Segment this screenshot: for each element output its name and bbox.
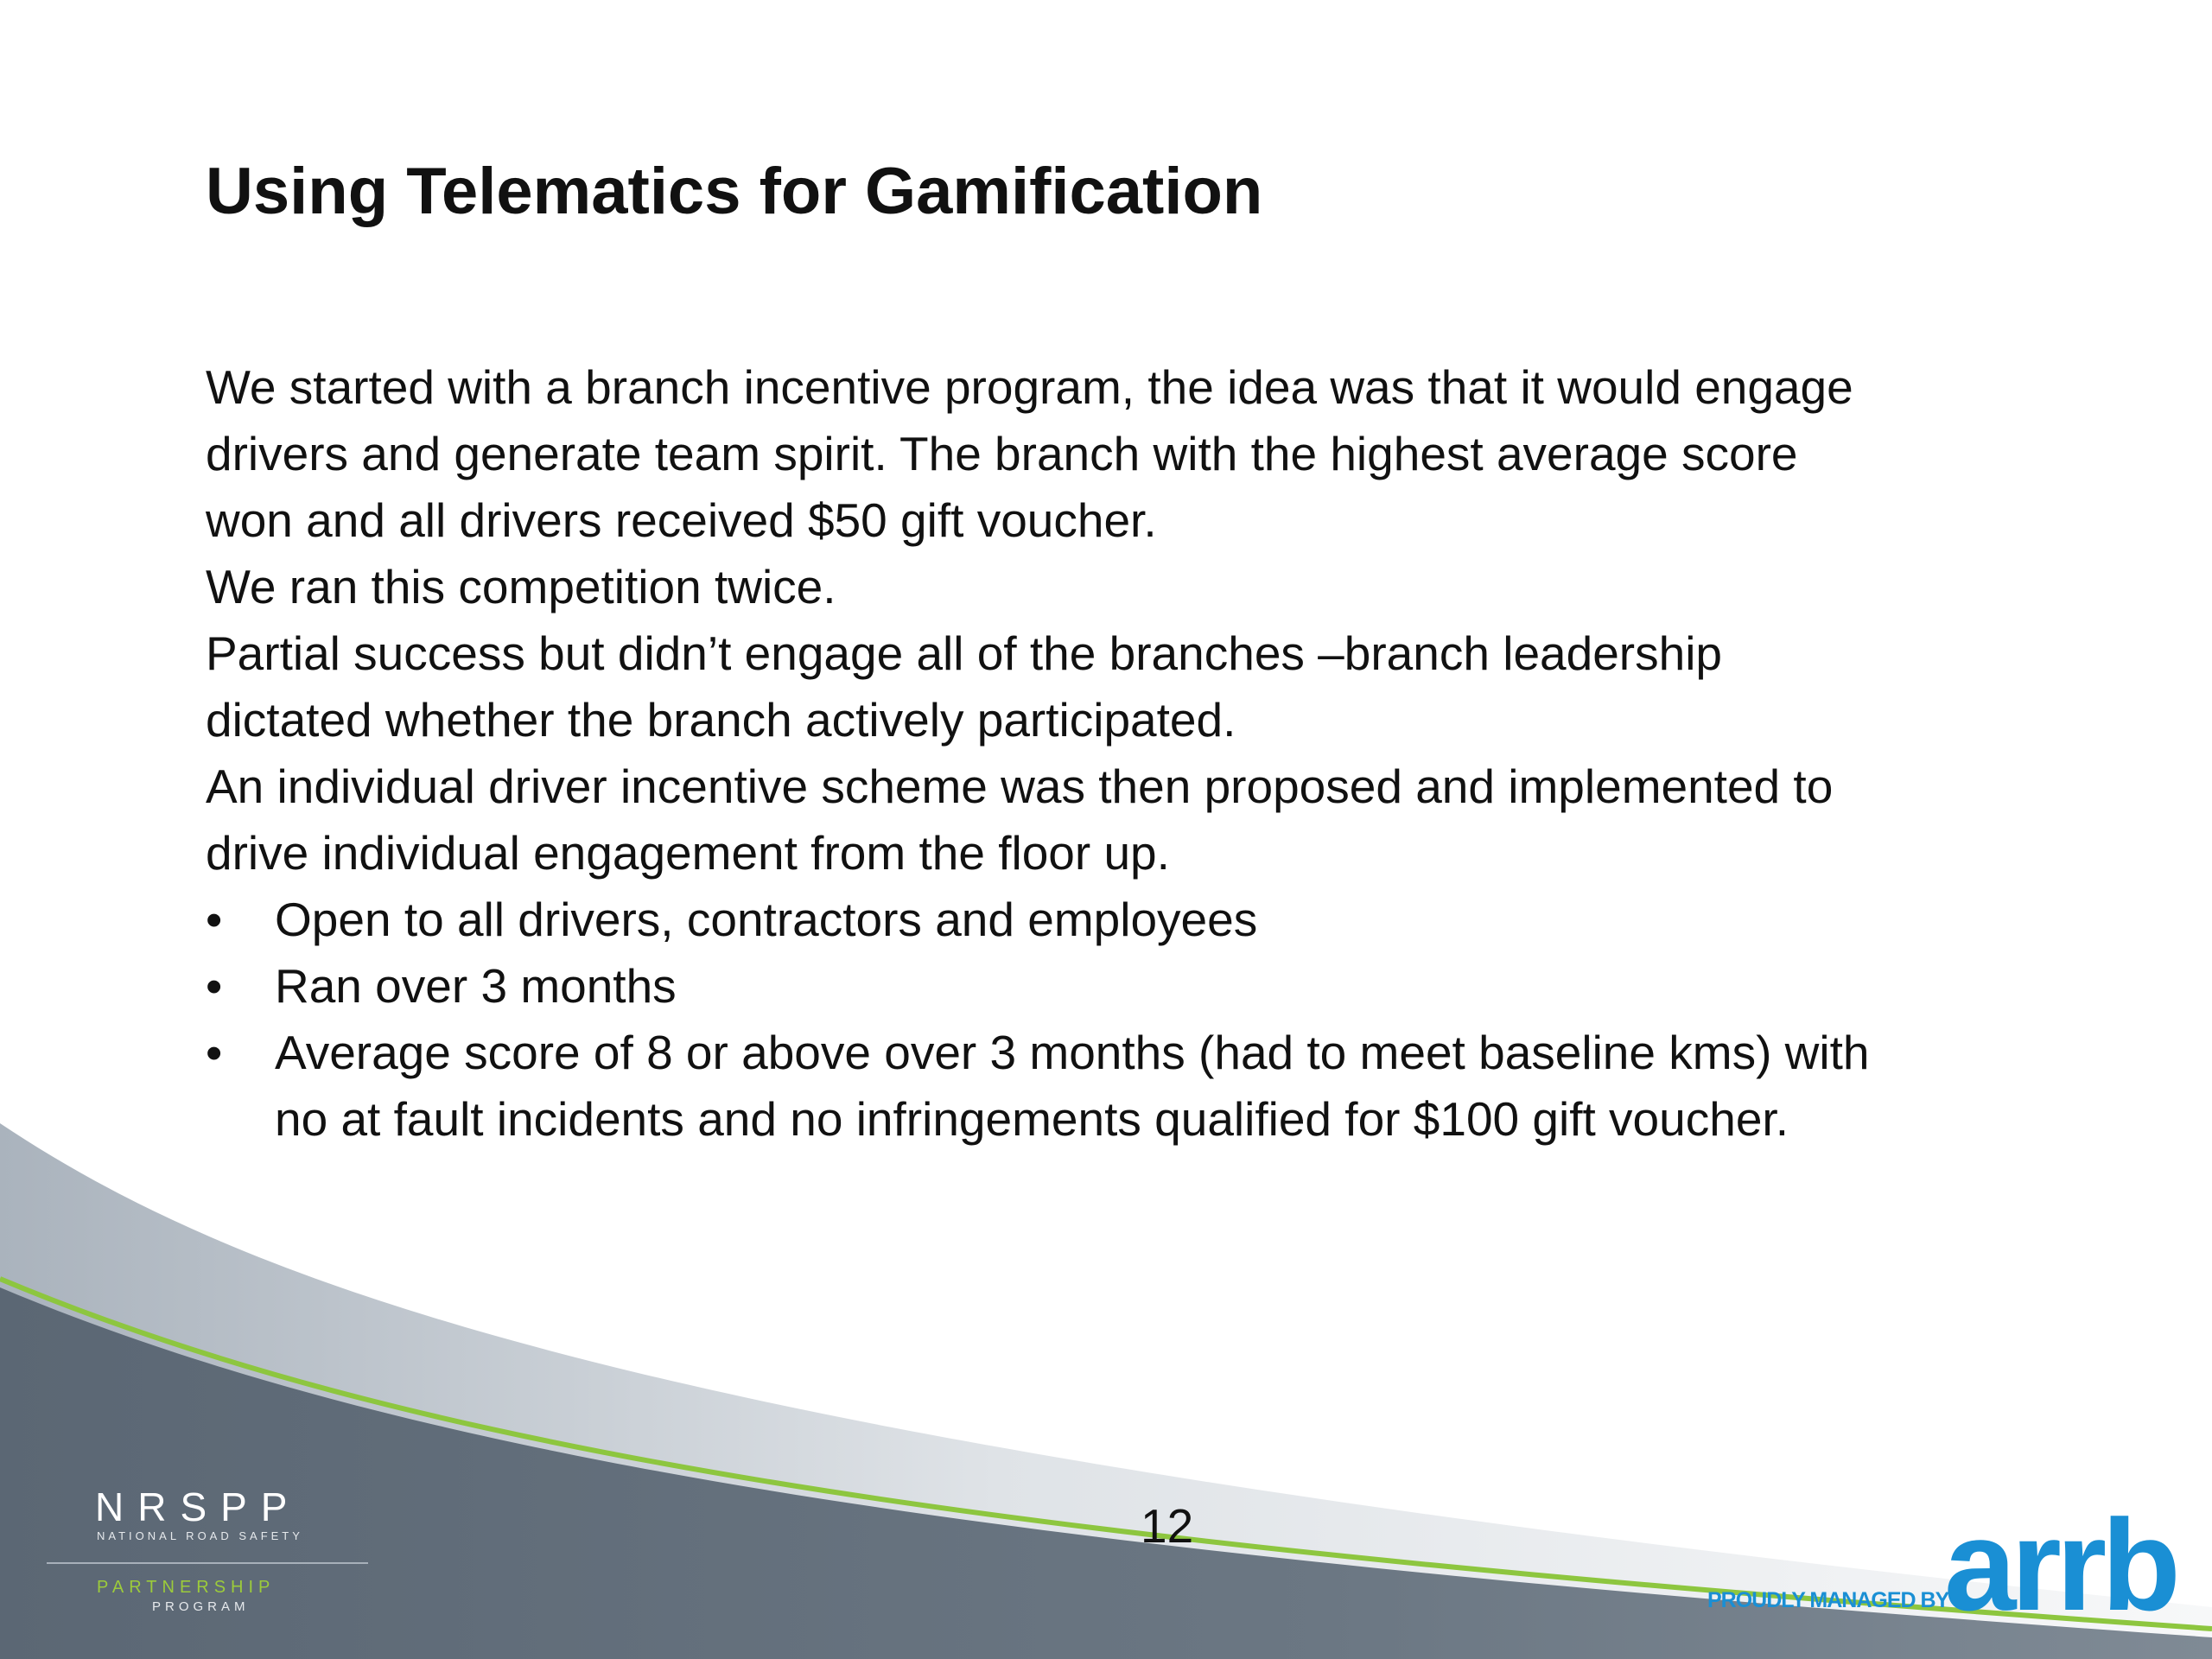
nrspp-divider bbox=[47, 1562, 368, 1564]
bullet-list bbox=[206, 887, 2037, 1153]
nrspp-acronym: NRSPP bbox=[95, 1484, 302, 1529]
bullet-text: Open to all drivers, contractors and employees bbox=[275, 893, 1258, 946]
nrspp-national-road-safety: NATIONAL ROAD SAFETY bbox=[97, 1529, 303, 1542]
slide-title: Using Telematics for Gamification bbox=[206, 155, 1263, 228]
paragraph-line: dictated whether the branch actively participated. bbox=[206, 693, 1236, 747]
paragraph-line: drive individual engagement from the floor up. bbox=[206, 826, 1170, 880]
bullet-text: Ran over 3 months bbox=[275, 959, 677, 1013]
bullet-icon: • bbox=[206, 1026, 223, 1079]
nrspp-logo bbox=[47, 1483, 375, 1621]
page-number: 12 bbox=[1141, 1499, 1194, 1553]
bullet-text: Average score of 8 or above over 3 months (had to meet baseline kms) with bbox=[275, 1026, 1870, 1079]
paragraph-line: won and all drivers received $50 gift voucher. bbox=[206, 493, 1157, 547]
bullet-icon: • bbox=[206, 893, 223, 946]
paragraph-line: An individual driver incentive scheme was then proposed and implemented to bbox=[206, 760, 1834, 813]
paragraph-line: We ran this competition twice. bbox=[206, 560, 836, 613]
arrb-logo: arrb bbox=[1944, 1492, 2176, 1637]
nrspp-program: PROGRAM bbox=[152, 1599, 250, 1614]
bullet-icon: • bbox=[206, 959, 223, 1013]
slide-body bbox=[206, 354, 2037, 1153]
bullet-text: no at fault incidents and no infringements qualified for $100 gift voucher. bbox=[275, 1092, 1789, 1146]
bullet-item bbox=[206, 1020, 2037, 1153]
bullet-item bbox=[206, 887, 2037, 953]
paragraph-line: drivers and generate team spirit. The branch with the highest average score bbox=[206, 427, 1798, 480]
nrspp-partnership: PARTNERSHIP bbox=[97, 1578, 276, 1597]
paragraph-line: We started with a branch incentive program, the idea was that it would engage bbox=[206, 360, 1853, 414]
bullet-item bbox=[206, 953, 2037, 1020]
proudly-managed-by-label: PROUDLY MANAGED BY bbox=[1707, 1588, 1949, 1612]
paragraph-line: Partial success but didn’t engage all of the branches –branch leadership bbox=[206, 626, 1723, 680]
